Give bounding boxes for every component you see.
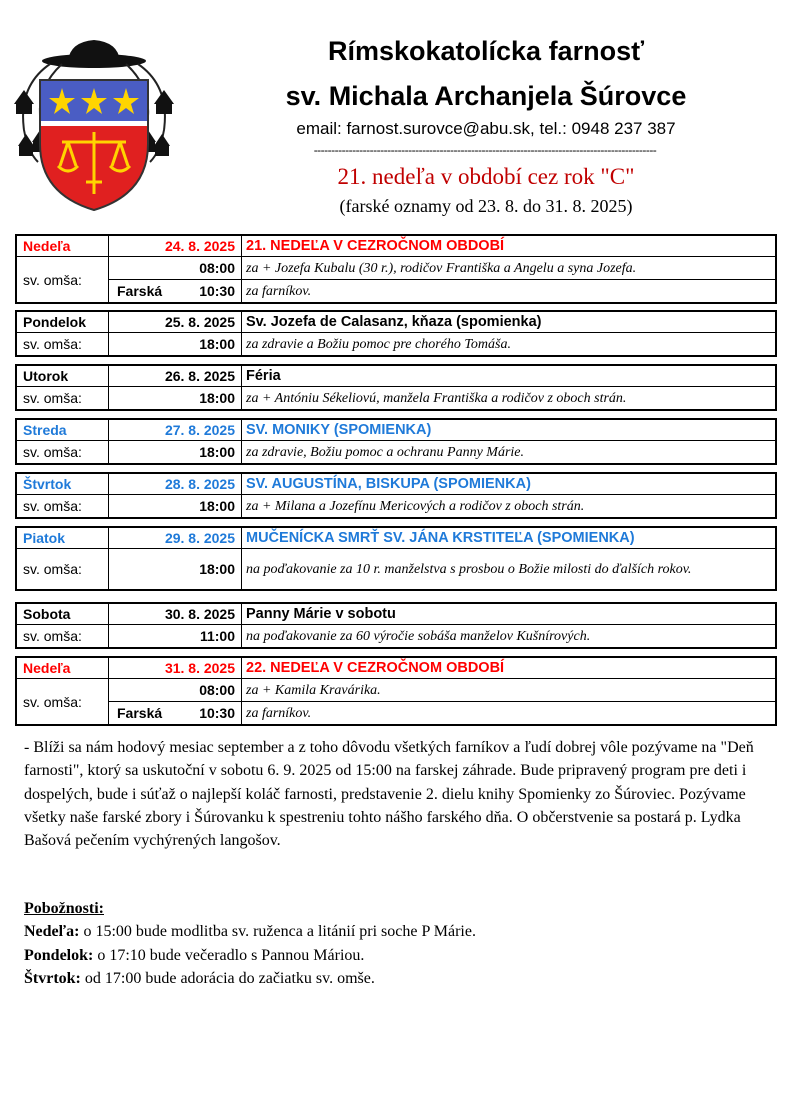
mass-row [17, 440, 775, 463]
mass-intention: za + Jozefa Kubalu (30 r.), rodičov Františka a Angelu a syna Jozefa. [246, 260, 637, 276]
day-title: 21. NEDEĽA V CEZROČNOM OBDOBÍ [246, 237, 505, 254]
mass-time: 18:00 [109, 387, 242, 409]
mass-row [109, 257, 775, 279]
day-header [17, 420, 775, 440]
day-block-friday [15, 526, 777, 591]
day-block-saturday [15, 602, 777, 649]
day-name: Nedeľa [17, 236, 109, 256]
day-name: Pondelok [17, 312, 109, 332]
day-title: Féria [246, 367, 281, 384]
day-date: 27. 8. 2025 [109, 420, 242, 440]
mass-time: 08:00 [199, 682, 235, 698]
mass-intention: za + Kamila Kravárika. [246, 682, 381, 698]
day-block-monday [15, 310, 777, 357]
mass-time: 18:00 [109, 549, 242, 589]
day-title: SV. AUGUSTÍNA, BISKUPA (SPOMIENKA) [246, 475, 531, 492]
devotion-day: Pondelok: [24, 946, 94, 964]
liturgical-sunday: 21. nedeľa v období cez rok "C" [337, 164, 635, 189]
day-block-tuesday [15, 364, 777, 411]
mass-intention: za zdravie a Božiu pomoc pre chorého Tomáša. [246, 336, 511, 352]
day-header [17, 312, 775, 332]
parish-crest-logo [10, 34, 178, 214]
mass-row [17, 494, 775, 517]
mass-time: 10:30 [199, 705, 235, 721]
day-header [17, 236, 775, 256]
day-title: SV. MONIKY (SPOMIENKA) [246, 421, 432, 438]
day-header [17, 604, 775, 624]
day-date: 29. 8. 2025 [109, 528, 242, 548]
mass-row [17, 624, 775, 647]
mass-time: 18:00 [109, 495, 242, 517]
devotion-text: o 17:10 bude večeradlo s Pannou Máriou. [93, 946, 365, 964]
announcement-range: (farské oznamy od 23. 8. do 31. 8. 2025) [339, 196, 633, 216]
day-name: Utorok [17, 366, 109, 386]
day-date: 30. 8. 2025 [109, 604, 242, 624]
day-date: 26. 8. 2025 [109, 366, 242, 386]
mass-time: 08:00 [199, 260, 235, 276]
day-header [17, 658, 775, 678]
mass-label: sv. omša: [17, 495, 109, 517]
mass-intention: za + Milana a Jozefínu Mericových a rodičov z oboch strán. [246, 498, 585, 514]
day-block-sunday-31 [15, 656, 777, 726]
mass-time: 18:00 [109, 333, 242, 355]
mass-intention: za farníkov. [246, 283, 312, 299]
parish-day-notice: - Blíži sa nám hodový mesiac september a z toho dôvodu všetkých farníkov a ľudí dobrej vôle pozývame na "Deň farnosti", ktorý sa uskutoční v sobotu 6. 9. 2025 od 15:00 na farskej záhrade. Bude pripravený program pre deti i dospelých, bude i súťaž o najlepší koláč farnosti, predstavenie 2. dielu knihy Spomienky zo Šúroviec. Pozývame všetky naše farské zbory i Šúrovanku k spestreniu tohto nášho farského dňa. O občerstvenie sa postará p. Lydka Bašová pečením vychýrených langošov. [24, 739, 754, 850]
mass-row [17, 332, 775, 355]
devotion-item [24, 967, 476, 990]
mass-intention: za zdravie, Božiu pomoc a ochranu Panny Márie. [246, 444, 525, 460]
mass-label: sv. omša: [17, 333, 109, 355]
mass-label: sv. omša: [17, 387, 109, 409]
day-block-thursday [15, 472, 777, 519]
day-name: Štvrtok [17, 474, 109, 494]
mass-row [109, 679, 775, 701]
day-header [17, 366, 775, 386]
mass-row [109, 279, 775, 302]
day-title: MUČENÍCKA SMRŤ SV. JÁNA KRSTITEĽA (SPOMIENKA) [246, 529, 635, 546]
mass-intention: za farníkov. [246, 705, 312, 721]
mass-time: 11:00 [109, 625, 242, 647]
parish-title: Rímskokatolícka farnosť [327, 36, 645, 66]
devotion-day: Štvrtok: [24, 969, 81, 987]
day-header [17, 528, 775, 548]
mass-label: sv. omša: [17, 549, 109, 589]
day-name: Nedeľa [17, 658, 109, 678]
day-date: 25. 8. 2025 [109, 312, 242, 332]
day-title: Sv. Jozefa de Calasanz, kňaza (spomienka) [246, 313, 542, 330]
day-date: 24. 8. 2025 [109, 236, 242, 256]
mass-intention: za + Antóniu Sékeliovú, manžela Františka a rodičov z oboch strán. [246, 390, 627, 406]
mass-row [17, 386, 775, 409]
day-date: 31. 8. 2025 [109, 658, 242, 678]
mass-label: sv. omša: [17, 441, 109, 463]
mass-place: Farská [117, 283, 163, 299]
day-date: 28. 8. 2025 [109, 474, 242, 494]
day-block-wednesday [15, 418, 777, 465]
devotions-section [24, 897, 476, 990]
day-block-sunday-24 [15, 234, 777, 304]
day-name: Streda [17, 420, 109, 440]
mass-time: 18:00 [109, 441, 242, 463]
mass-row [17, 548, 775, 589]
contact-info: email: farnost.surovce@abu.sk, tel.: 0948 237 387 [296, 119, 676, 138]
mass-intention: na poďakovanie za 60 výročie sobáša manželov Kušnírových. [246, 628, 591, 644]
devotions-heading: Pobožnosti: [24, 900, 104, 917]
mass-label: sv. omša: [17, 625, 109, 647]
mass-label: sv. omša: [17, 679, 109, 724]
devotion-item [24, 944, 476, 967]
day-name: Sobota [17, 604, 109, 624]
devotion-day: Nedeľa: [24, 923, 80, 941]
day-title: 22. NEDEĽA V CEZROČNOM OBDOBÍ [246, 659, 505, 676]
devotion-item [24, 920, 476, 943]
mass-place: Farská [117, 705, 163, 721]
mass-row [109, 701, 775, 724]
devotion-text: o 15:00 bude modlitba sv. ruženca a litánií pri soche P Márie. [79, 923, 476, 941]
devotion-text: od 17:00 bude adorácia do začiatku sv. omše. [80, 969, 375, 987]
mass-time: 10:30 [199, 283, 235, 299]
day-name: Piatok [17, 528, 109, 548]
mass-label: sv. omša: [17, 257, 109, 302]
parish-subtitle: sv. Michala Archanjela Šúrovce [285, 81, 687, 111]
separator-line: -------------------------------------------------------------------------------------------------- [313, 143, 657, 157]
mass-intention: na poďakovanie za 10 r. manželstva s prosbou o Božie milosti do ďalších rokov. [246, 561, 692, 577]
day-title: Panny Márie v sobotu [246, 605, 396, 622]
day-header [17, 474, 775, 494]
